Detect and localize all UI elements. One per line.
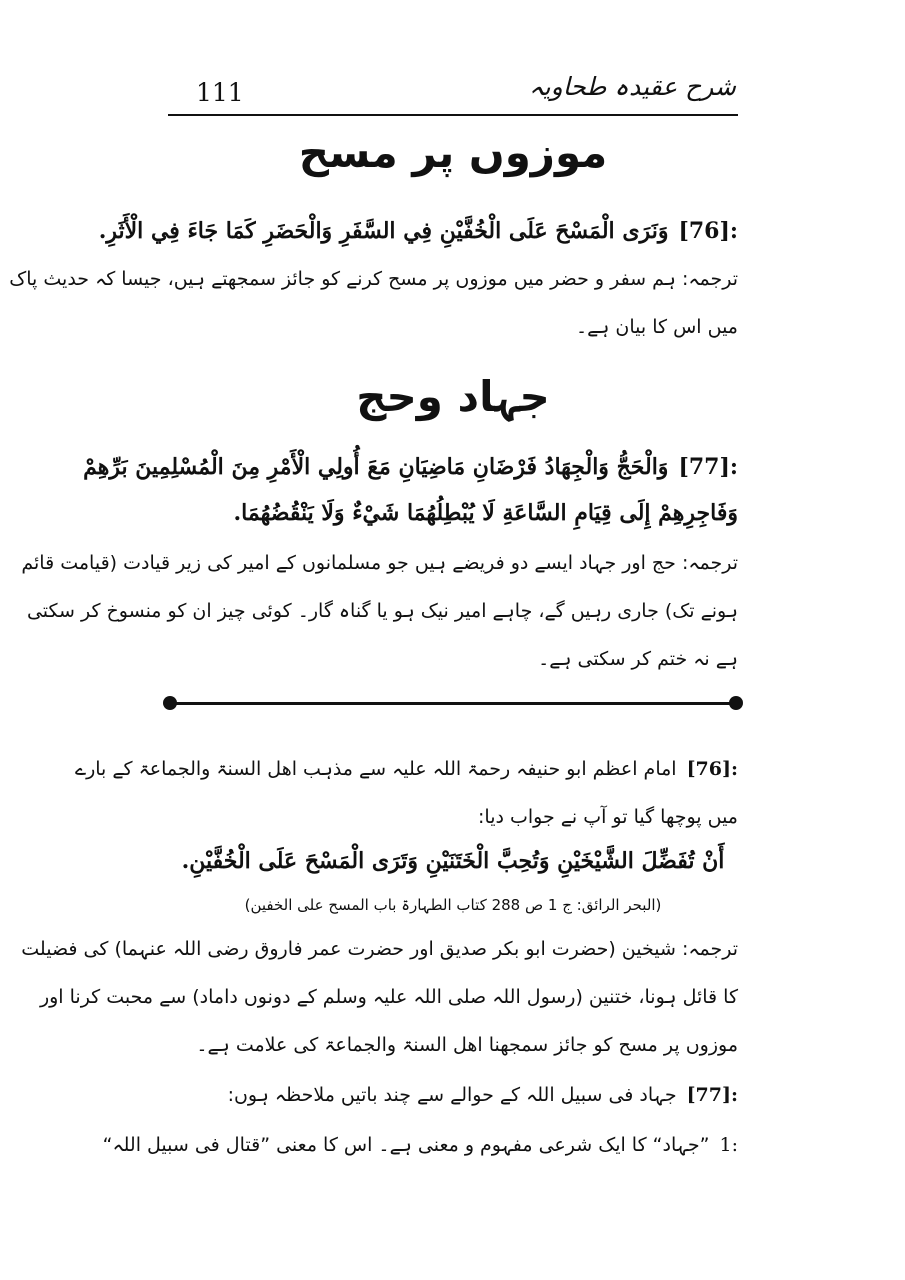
section-heading-khuffain: موزوں پر مسح (298, 128, 608, 177)
verse-number-77: [77]: (678, 454, 738, 480)
section-divider (170, 702, 736, 705)
note-76-translation-line-3: موزوں پر مسح کو جائز سمجھنا اھل السنۃ والجماعۃ کی علامت ہے۔ (196, 1034, 738, 1056)
aqida-text-77-line-1 (83, 454, 738, 480)
translation-76-line-2: میں اس کا بیان ہے۔ (575, 316, 738, 338)
aqida-text-76 (98, 218, 738, 244)
translation-76-line-1: ترجمہ: ہم سفر و حضر میں موزوں پر مسح کرنے کو جائز سمجھتے ہیں، جیسا کہ حدیث پاک (9, 268, 738, 290)
note-76-citation: (البحر الرائق: ج 1 ص 288 کتاب الطہارۃ باب المسح علی الخفین) (244, 896, 662, 914)
point-1-text: ”جہاد“ کا ایک شرعی مفہوم و معنی ہے۔ اس کا معنی ”قتال فی سبیل اللہ“ (102, 1134, 710, 1156)
note-76-line-2: میں پوچھا گیا تو آپ نے جواب دیا: (478, 806, 738, 828)
aqida-text-77-line-2: وَفَاجِرِهِمْ إِلَى قِيَامِ السَّاعَةِ لَا يُبْطِلُهُمَا شَيْءٌ وَلَا يَنْقُضُهُمَا. (233, 500, 738, 526)
aqida-arabic-76: وَنَرَى الْمَسْحَ عَلَى الْخُفَّيْنِ فِي السَّفَرِ وَالْحَضَرِ كَمَا جَاءَ فِي الْأَثَرِ. (98, 218, 669, 244)
divider-dot-left (163, 696, 177, 710)
note-76-translation-line-1: ترجمہ: شیخین (حضرت ابو بکر صدیق اور حضرت عمر فاروق رضی اللہ عنہما) کی فضیلت (21, 938, 738, 960)
note-number-77: [77]: (686, 1084, 738, 1106)
note-77-text: جہاد فی سبیل اللہ کے حوالے سے چند باتیں ملاحظہ ہوں: (227, 1084, 677, 1106)
point-number-1: 1: (719, 1134, 738, 1156)
page-number: 111 (196, 78, 244, 107)
note-number-76: [76]: (686, 758, 738, 780)
verse-number-76: [76]: (678, 218, 738, 244)
section-heading-jihad-hajj: جہاد وحج (356, 372, 550, 421)
note-76-line-1 (74, 758, 738, 780)
page-header (168, 72, 738, 116)
translation-77-line-1: ترجمہ: حج اور جہاد ایسے دو فریضے ہیں جو مسلمانوں کے امیر کی زیر قیادت (قیامت قائم (21, 552, 738, 574)
note-76-text-a: امام اعظم ابو حنیفہ رحمۃ اللہ علیہ سے مذہب اھل السنۃ والجماعۃ کے بارے (74, 758, 677, 780)
divider-dot-right (729, 696, 743, 710)
note-76-translation-line-2: کا قائل ہونا، ختنین (رسول اللہ صلی اللہ علیہ وسلم کے دونوں داماد) سے محبت کرنا اور (39, 986, 738, 1008)
note-76-arabic-quote: أَنْ تُفَضِّلَ الشَّيْخَيْنِ وَتُحِبَّ الْخَتَنَيْنِ وَتَرَى الْمَسْحَ عَلَى الْخُفَّيْنِ. (181, 848, 725, 874)
note-77-point-1 (102, 1134, 738, 1156)
translation-77-line-2: ہونے تک) جاری رہیں گے، چاہے امیر نیک ہو یا گناہ گار۔ کوئی چیز ان کو منسوخ کر سکتی (26, 600, 738, 622)
translation-77-line-3: ہے نہ ختم کر سکتی ہے۔ (538, 648, 738, 670)
book-title: شرح عقیدہ طحاویہ (529, 72, 736, 101)
aqida-arabic-77-a: وَالْحَجُّ وَالْجِهَادُ فَرْضَانِ مَاضِيَانِ مَعَ أُولِي الْأَمْرِ مِنَ الْمُسْلِمِينَ بَرِّهِمْ (83, 454, 669, 480)
note-77-intro (168, 1084, 738, 1106)
